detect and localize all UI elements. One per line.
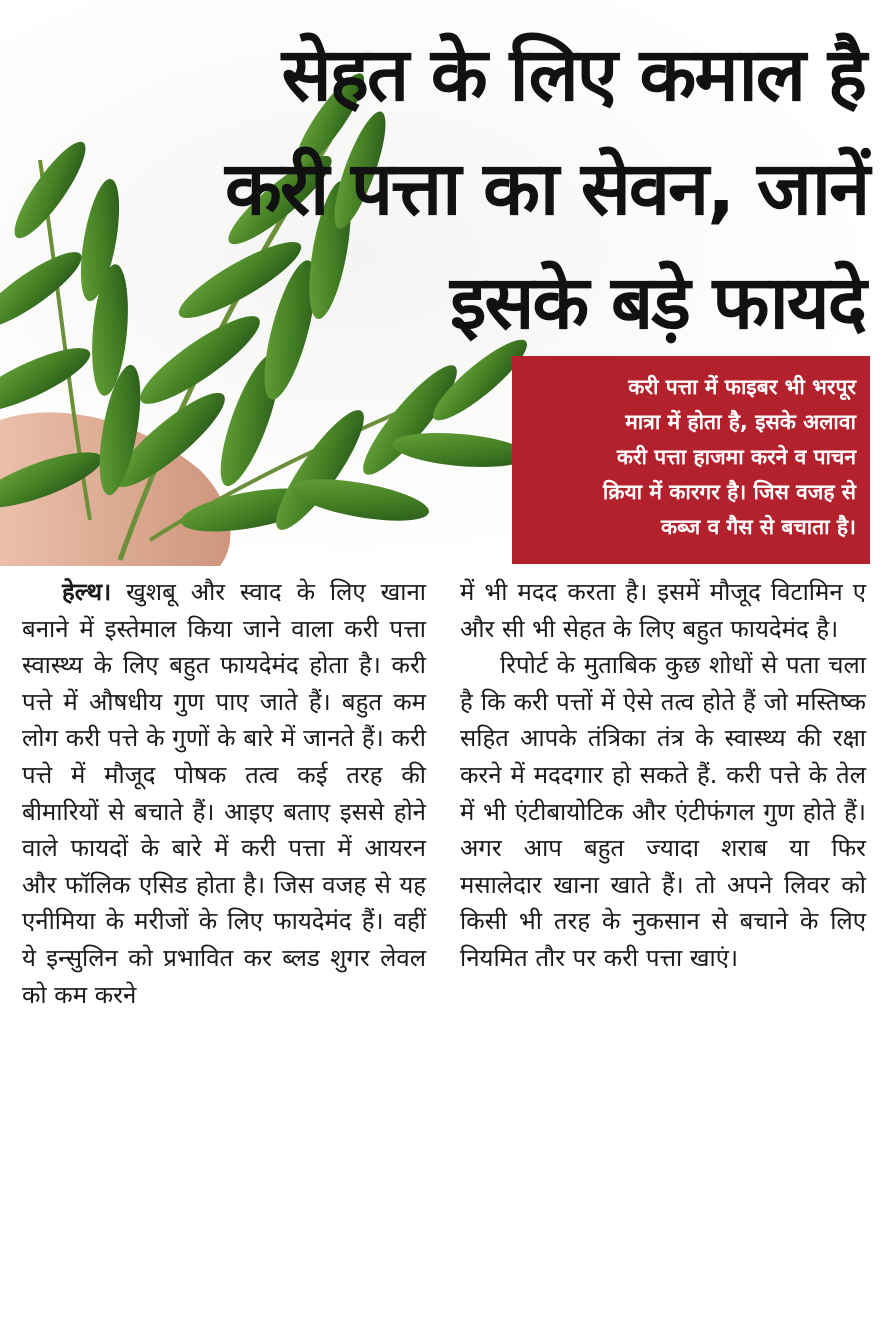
callout-line: कब्ज व गैस से बचाता है।: [661, 515, 856, 539]
hero-image-area: [0, 0, 883, 566]
article-paragraph: में भी मदद करता है। इसमें मौजूद विटामिन ए और सी भी सेहत के लिए बहुत फायदेमंद है।: [460, 578, 866, 643]
headline-line-2: करी पत्ता का सेवन, जानें: [225, 146, 869, 232]
callout-line: क्रिया में कारगर है। जिस वजह से: [602, 480, 856, 504]
paragraph-text: खुशबू और स्वाद के लिए खाना बनाने में इस्तेमाल किया जाने वाला करी पत्ता स्वास्थ्य के लिए बहुत फायदेमंद होता है। करी पत्ते में औषधीय गुण पाए जाते हैं। बहुत कम लोग करी पत्ते के गुणों के बारे में जानते हैं। करी पत्ते में मौजूद पोषक तत्व कई तरह की बीमारियों से बचाते हैं। आइए बताए इससे होने वाले फायदों के बारे में करी पत्ता में आयरन और फॉलिक एसिड होता है। जिस वजह से यह एनीमिया के मरीजों के लिए फायदेमंद हैं। वहीं ये इन्सुलिन को प्रभावित कर ब्लड शुगर लेवल को कम करने: [22, 578, 426, 1009]
headline-line-3: इसके बड़े फायदे: [450, 260, 865, 346]
article-paragraph: [22, 574, 426, 1013]
headline: [225, 18, 869, 360]
callout-box: [512, 356, 870, 564]
article-column-right: [460, 574, 866, 977]
callout-line: करी पत्ता हाजमा करने व पाचन: [616, 445, 856, 469]
headline-line-1: सेहत के लिए कमाल है: [281, 32, 865, 118]
article-paragraph: रिपोर्ट के मुताबिक कुछ शोधों से पता चला है कि करी पत्तों में ऐसे तत्व होते हैं जो मस्तिष्क सहित आपके तंत्रिका तंत्र के स्वास्थ्य की रक्षा करने में मददगार हो सकते हैं. करी पत्ते के तेल में भी एंटीबायोटिक और एंटीफंगल गुण होते हैं। अगर आप बहुत ज्यादा शराब या फिर मसालेदार खाना खाते हैं। तो अपने लिवर को किसी भी तरह के नुकसान से बचाने के लिए नियमित तौर पर करी पत्ता खाएं।: [460, 651, 866, 972]
callout-line: मात्रा में होता है, इसके अलावा: [625, 410, 856, 434]
dateline: हेल्थ।: [62, 578, 112, 606]
article-column-left: [22, 574, 426, 1013]
callout-line: करी पत्ता में फाइबर भी भरपूर: [628, 375, 856, 399]
